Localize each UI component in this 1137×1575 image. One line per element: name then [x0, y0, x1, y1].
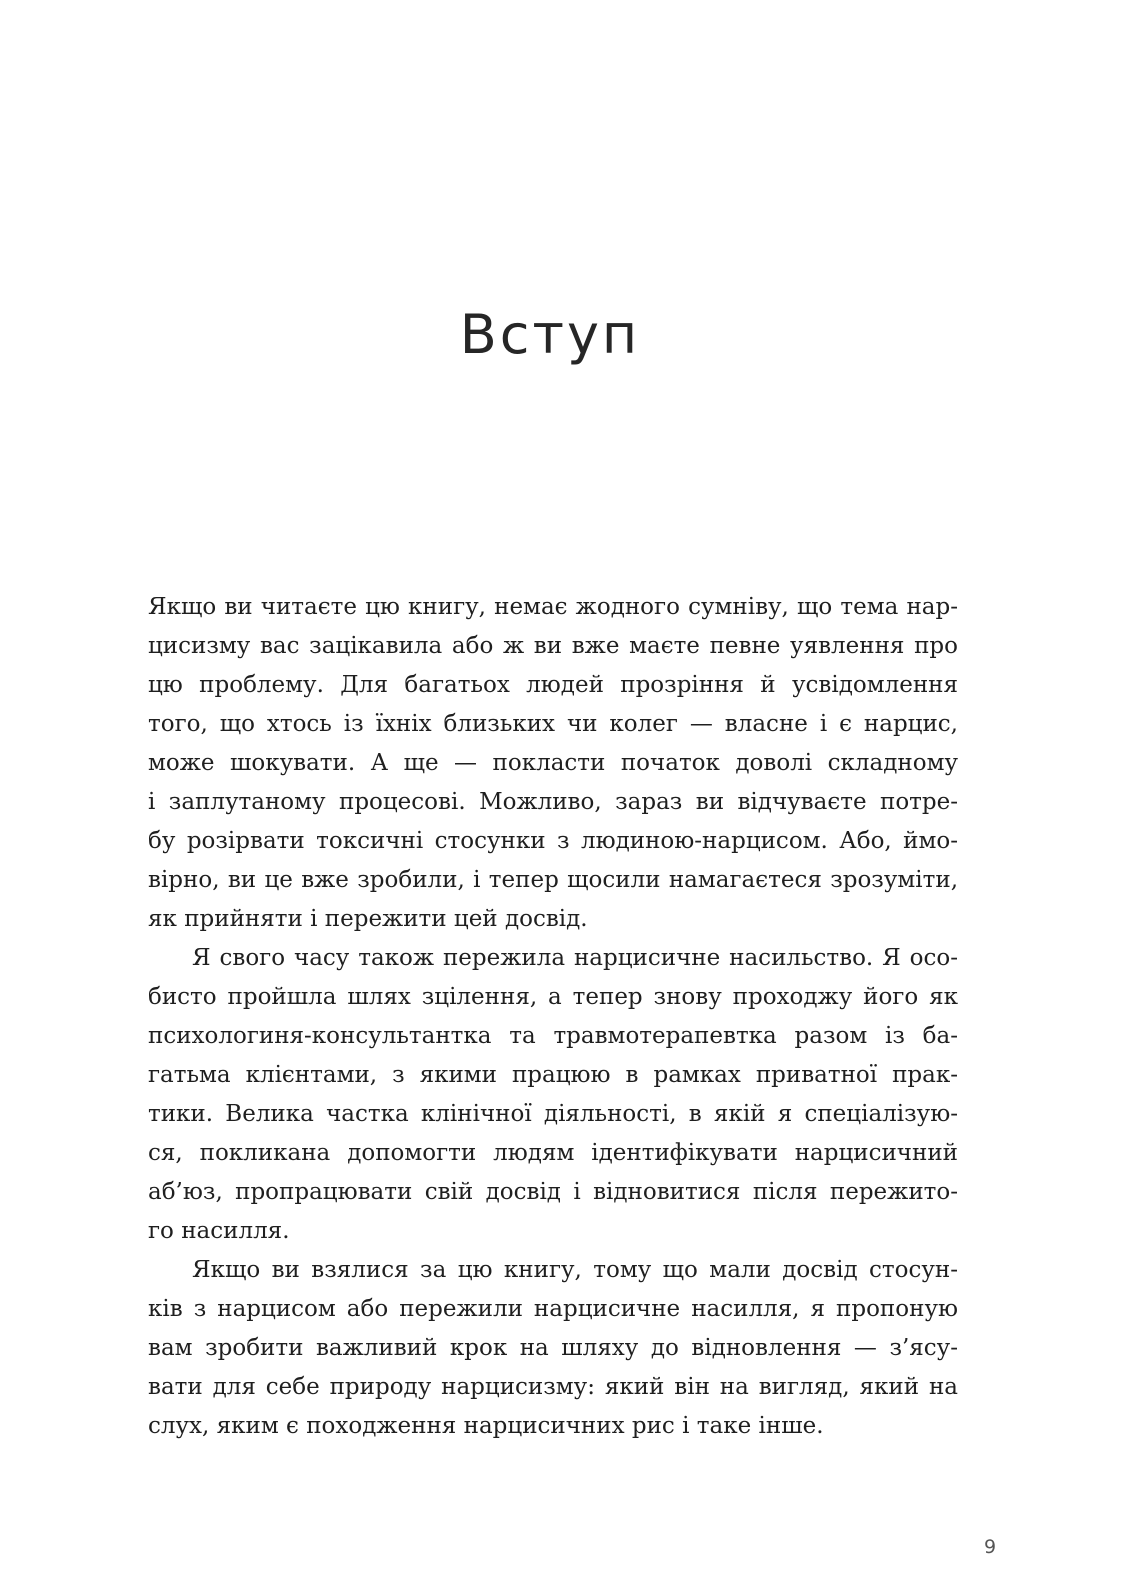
text-line: слух, яким є походження нарцисичних рис і таке інше.	[148, 1413, 824, 1439]
text-line: бу розірвати токсичні стосунки з людиною-нарцисом. Або, ймо-	[148, 828, 958, 854]
text-line: Якщо ви взялися за цю книгу, тому що мали досвід стосун-	[192, 1257, 958, 1283]
text-line: гатьма клієнтами, з якими працюю в рамках приватної прак-	[148, 1062, 958, 1088]
chapter-title: Вступ	[459, 303, 641, 366]
text-line: і заплутаному процесові. Можливо, зараз ви відчуваєте потре-	[148, 789, 958, 815]
body-text	[148, 588, 958, 1446]
text-line: цю проблему. Для багатьох людей прозріння й усвідомлення	[148, 672, 958, 698]
text-line: го насилля.	[148, 1218, 290, 1244]
text-line: тики. Велика частка клінічної діяльності, в якій я спеціалізую-	[148, 1101, 958, 1127]
text-line: може шокувати. А ще — покласти початок доволі складному	[148, 750, 958, 776]
text-line: психологиня-консультантка та травмотерапевтка разом із ба-	[148, 1023, 958, 1049]
text-line: ся, покликана допомогти людям ідентифікувати нарцисичний	[148, 1140, 958, 1166]
text-line: аб’юз, пропрацювати свій досвід і відновитися після пережито-	[148, 1179, 958, 1205]
text-line: ків з нарцисом або пережили нарцисичне насилля, я пропоную	[148, 1296, 958, 1322]
text-line: Я свого часу також пережила нарцисичне насильство. Я осо-	[192, 945, 958, 971]
text-line: вати для себе природу нарцисизму: який він на вигляд, який на	[148, 1374, 958, 1400]
text-line: Якщо ви читаєте цю книгу, немає жодного сумніву, що тема нар-	[148, 594, 958, 620]
text-line: того, що хтось із їхніх близьких чи колег — власне і є нарцис,	[148, 711, 958, 737]
text-line: як прийняти і пережити цей досвід.	[148, 906, 588, 932]
text-line: цисизму вас зацікавила або ж ви вже маєте певне уявлення про	[148, 633, 958, 659]
text-line: бисто пройшла шлях зцілення, а тепер знову проходжу його як	[148, 984, 958, 1010]
text-line: вірно, ви це вже зробили, і тепер щосили намагаєтеся зрозуміти,	[148, 867, 958, 893]
page-number: 9	[983, 1536, 997, 1558]
text-line: вам зробити важливий крок на шляху до відновлення — з’ясу-	[148, 1335, 958, 1361]
